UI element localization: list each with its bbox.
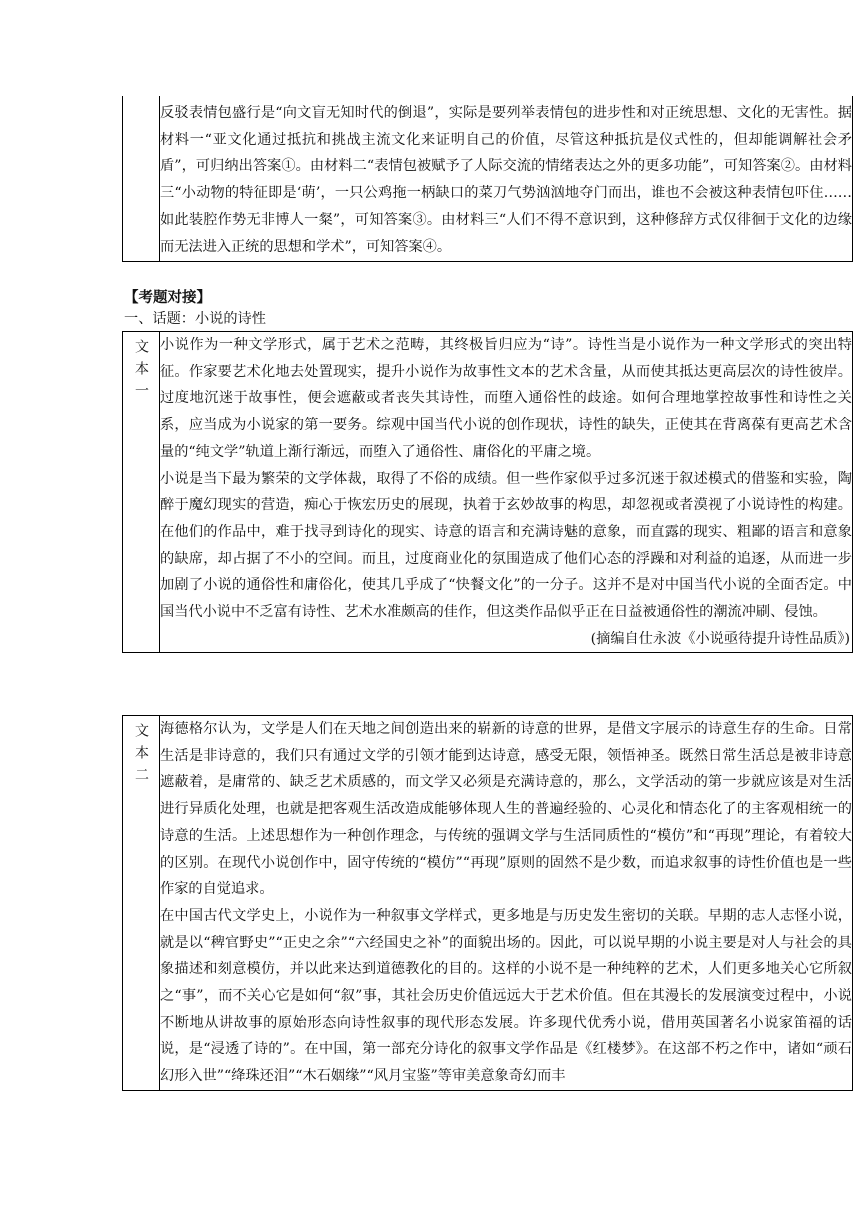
- text-two-table: [122, 715, 853, 1091]
- text-two-label: 文本二: [133, 723, 149, 789]
- answer-analysis-table: [122, 96, 853, 262]
- text-one-paragraph-2: 小说是当下最为繁荣的文学体裁，取得了不俗的成绩。但一些作家似乎过多沉迷于叙述模式的借鉴和实验，陶醉于魔幻现实的营造，痴心于恢宏历史的展现，执着于玄妙故事的构思，却忽视或者漠视了小说诗性的构建。在他们的作品中，难于找寻到诗化的现实、诗意的语言和充满诗魅的意象，而直露的现实、粗鄙的语言和意象的缺席，却占据了不小的空间。而且，过度商业化的氛围造成了他们心态的浮躁和对利益的追逐，从而进一步加剧了小说的通俗性和庸俗化，使其几乎成了“快餐文化”的一分子。这并不是对中国当代小说的全面否定。中国当代小说中不乏富有诗性、艺术水准颇高的佳作，但这类作品似乎正在日益被通俗性的潮流冲刷、侵蚀。: [160, 470, 852, 621]
- topic-heading: 一、话题：小说的诗性: [124, 311, 266, 327]
- text-two-content: [160, 716, 853, 1091]
- text-one-label: 文本一: [133, 339, 149, 405]
- text-one-content: [160, 332, 853, 653]
- text-one-label-cell: [123, 332, 160, 653]
- text-two-paragraph-1: 海德格尔认为，文学是人们在天地之间创造出来的崭新的诗意的世界，是借文字展示的诗意生存的生命。日常生活是非诗意的，我们只有通过文学的引领才能到达诗意，感受无限，领悟神圣。既然日常生活总是被非诗意遮蔽着，是庸常的、缺乏艺术质感的，而文学又必须是充满诗意的，那么，文学活动的第一步就应该是对生活进行异质化处理，也就是把客观生活改造成能够体现人生的普遍经验的、心灵化和情态化了的主客观相统一的诗意的生活。上述思想作为一种创作理念，与传统的强调文学与生活同质性的“模仿”和“再现”理论，有着较大的区别。在现代小说创作中，固守传统的“模仿”“再现”原则的固然不是少数，而追求叙事的诗性价值也是一些作家的自觉追求。: [160, 721, 852, 898]
- answer-text-cell: [160, 96, 853, 262]
- text-two-label-cell: [123, 716, 160, 1091]
- text-one-source: (摘编自仕永波《小说亟待提升诗性品质》): [590, 630, 850, 647]
- text-one-table: [122, 331, 853, 653]
- answer-label-cell: [123, 96, 160, 262]
- text-one-paragraph-1: 小说作为一种文学形式，属于艺术之范畴，其终极旨归应为“诗”。诗性当是小说作为一种文学形式的突出特征。作家要艺术化地去处置现实，提升小说作为故事性文本的艺术含量，从而使其抵达更高层次的诗性彼岸。过度地沉迷于故事性，便会遮蔽或者丧失其诗性，而堕入通俗性的歧途。如何合理地掌控故事性和诗性之关系，应当成为小说家的第一要务。综观中国当代小说的创作现状，诗性的缺失，正使其在背离葆有更高艺术含量的“纯文学”轨道上渐行渐远，而堕入了通俗性、庸俗化的平庸之境。: [160, 337, 852, 460]
- text-two-paragraph-2: 在中国古代文学史上，小说作为一种叙事文学样式，更多地是与历史发生密切的关联。早期的志人志怪小说，就是以“稗官野史”“正史之余”“六经国史之补”的面貌出场的。因此，可以说早期的小说主要是对人与社会的具象描述和刻意模仿，并以此来达到道德教化的目的。这样的小说不是一种纯粹的艺术，人们更多地关心它所叙之“事”，而不关心它是如何“叙”事，其社会历史价值远远大于艺术价值。但在其漫长的发展演变过程中，小说不断地从讲故事的原始形态向诗性叙事的现代形态发展。许多现代优秀小说，借用英国著名小说家笛福的话说，是“浸透了诗的”。在中国，第一部充分诗化的叙事文学作品是《红楼梦》。在这部不朽之作中，诸如“顽石幻形入世”“绛珠还泪”“木石姻缘”“风月宝鉴”等审美意象奇幻而丰: [160, 907, 852, 1085]
- section-title: 【考题对接】: [124, 290, 211, 306]
- answer-paragraph: 反驳表情包盛行是“向文盲无知时代的倒退”，实际是要列举表情包的进步性和对正统思想、文化的无害性。据材料一“亚文化通过抵抗和挑战主流文化来证明自己的价值，尽管这种抵抗是仪式性的，但却能调解社会矛盾”，可归纳出答案①。由材料二“表情包被赋予了人际交流的情绪表达之外的更多功能”，可知答案②。由材料三“小动物的特征即是‘萌’，一只公鸡拖一柄缺口的菜刀气势汹汹地夺门而出，谁也不会被这种表情包吓住……如此装腔作势无非博人一粲”，可知答案③。由材料三“人们不得不意识到，这种修辞方式仅徘徊于文化的边缘而无法进入正统的思想和学术”，可知答案④。: [160, 105, 852, 255]
